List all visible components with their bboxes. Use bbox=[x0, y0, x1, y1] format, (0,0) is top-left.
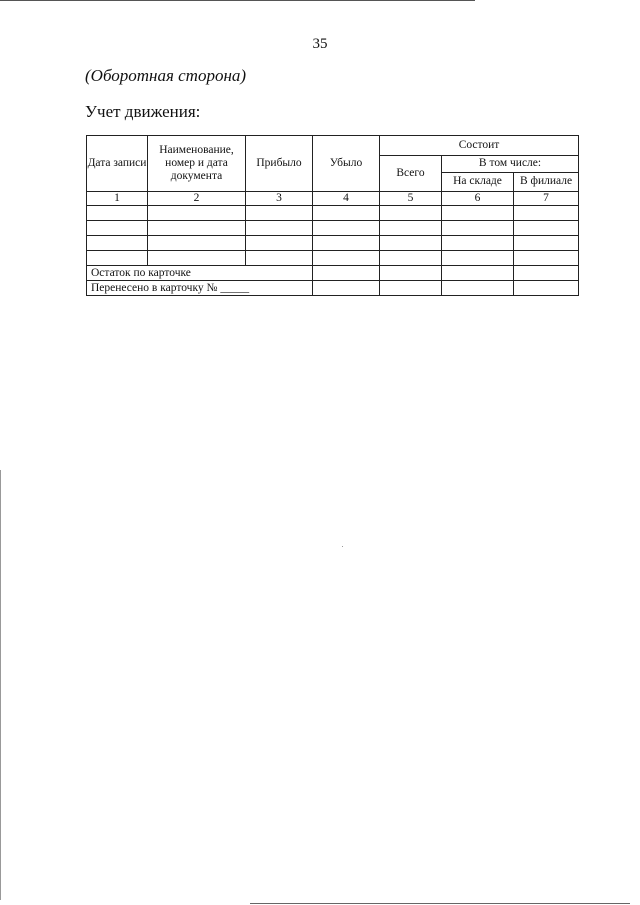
table-cell bbox=[442, 281, 514, 296]
column-number: 2 bbox=[148, 192, 246, 206]
table-row bbox=[87, 206, 579, 221]
page-subtitle: (Оборотная сторона) bbox=[85, 66, 247, 85]
table-cell bbox=[514, 281, 579, 296]
table-cell bbox=[514, 266, 579, 281]
header-arrived: Прибыло bbox=[246, 136, 313, 192]
table-cell bbox=[514, 221, 579, 236]
table-cell bbox=[313, 206, 380, 221]
table-cell bbox=[148, 236, 246, 251]
scan-edge-bottom bbox=[250, 903, 630, 904]
table-cell bbox=[313, 221, 380, 236]
table-cell bbox=[442, 221, 514, 236]
header-consists: Состоит bbox=[380, 136, 579, 156]
column-number: 6 bbox=[442, 192, 514, 206]
table-cell bbox=[246, 251, 313, 266]
header-total: Всего bbox=[380, 156, 442, 192]
table-cell bbox=[313, 266, 380, 281]
table-cell bbox=[380, 221, 442, 236]
column-number: 7 bbox=[514, 192, 579, 206]
header-departed: Убыло bbox=[313, 136, 380, 192]
table-cell bbox=[442, 236, 514, 251]
transfer-row bbox=[87, 281, 579, 296]
scan-speck bbox=[342, 546, 343, 547]
scan-edge-top bbox=[0, 0, 475, 1]
column-number: 3 bbox=[246, 192, 313, 206]
table-cell bbox=[380, 206, 442, 221]
header-including: В том числе: bbox=[442, 156, 579, 173]
table-cell bbox=[246, 236, 313, 251]
header-branch: В филиале bbox=[514, 173, 579, 192]
table-cell bbox=[148, 206, 246, 221]
column-number: 4 bbox=[313, 192, 380, 206]
table-cell bbox=[442, 251, 514, 266]
header-date: Дата записи bbox=[87, 136, 148, 192]
table-cell bbox=[148, 251, 246, 266]
header-warehouse: На складе bbox=[442, 173, 514, 192]
table-cell bbox=[246, 206, 313, 221]
balance-row bbox=[87, 266, 579, 281]
table-row bbox=[87, 251, 579, 266]
table-cell bbox=[380, 251, 442, 266]
table-cell bbox=[442, 266, 514, 281]
movement-ledger-table bbox=[86, 135, 579, 296]
balance-label: Остаток по карточке bbox=[87, 266, 313, 281]
table-cell bbox=[514, 236, 579, 251]
table-cell bbox=[380, 281, 442, 296]
scan-edge-left bbox=[0, 470, 1, 900]
table-row bbox=[87, 236, 579, 251]
table-cell bbox=[87, 236, 148, 251]
table-cell bbox=[87, 206, 148, 221]
column-number: 5 bbox=[380, 192, 442, 206]
table-cell bbox=[380, 236, 442, 251]
table-cell bbox=[514, 251, 579, 266]
table-cell bbox=[87, 251, 148, 266]
table-cell bbox=[442, 206, 514, 221]
table-cell bbox=[313, 281, 380, 296]
page-number: 35 bbox=[312, 36, 328, 52]
table-cell bbox=[87, 221, 148, 236]
table-row bbox=[87, 221, 579, 236]
table-cell bbox=[148, 221, 246, 236]
table-cell bbox=[380, 266, 442, 281]
section-title: Учет движения: bbox=[85, 102, 201, 121]
table-cell bbox=[313, 236, 380, 251]
table-cell bbox=[514, 206, 579, 221]
transferred-label: Перенесено в карточку № _____ bbox=[87, 281, 313, 296]
header-document: Наименование, номер и дата документа bbox=[148, 136, 246, 192]
column-number: 1 bbox=[87, 192, 148, 206]
table-cell bbox=[313, 251, 380, 266]
table-cell bbox=[246, 221, 313, 236]
